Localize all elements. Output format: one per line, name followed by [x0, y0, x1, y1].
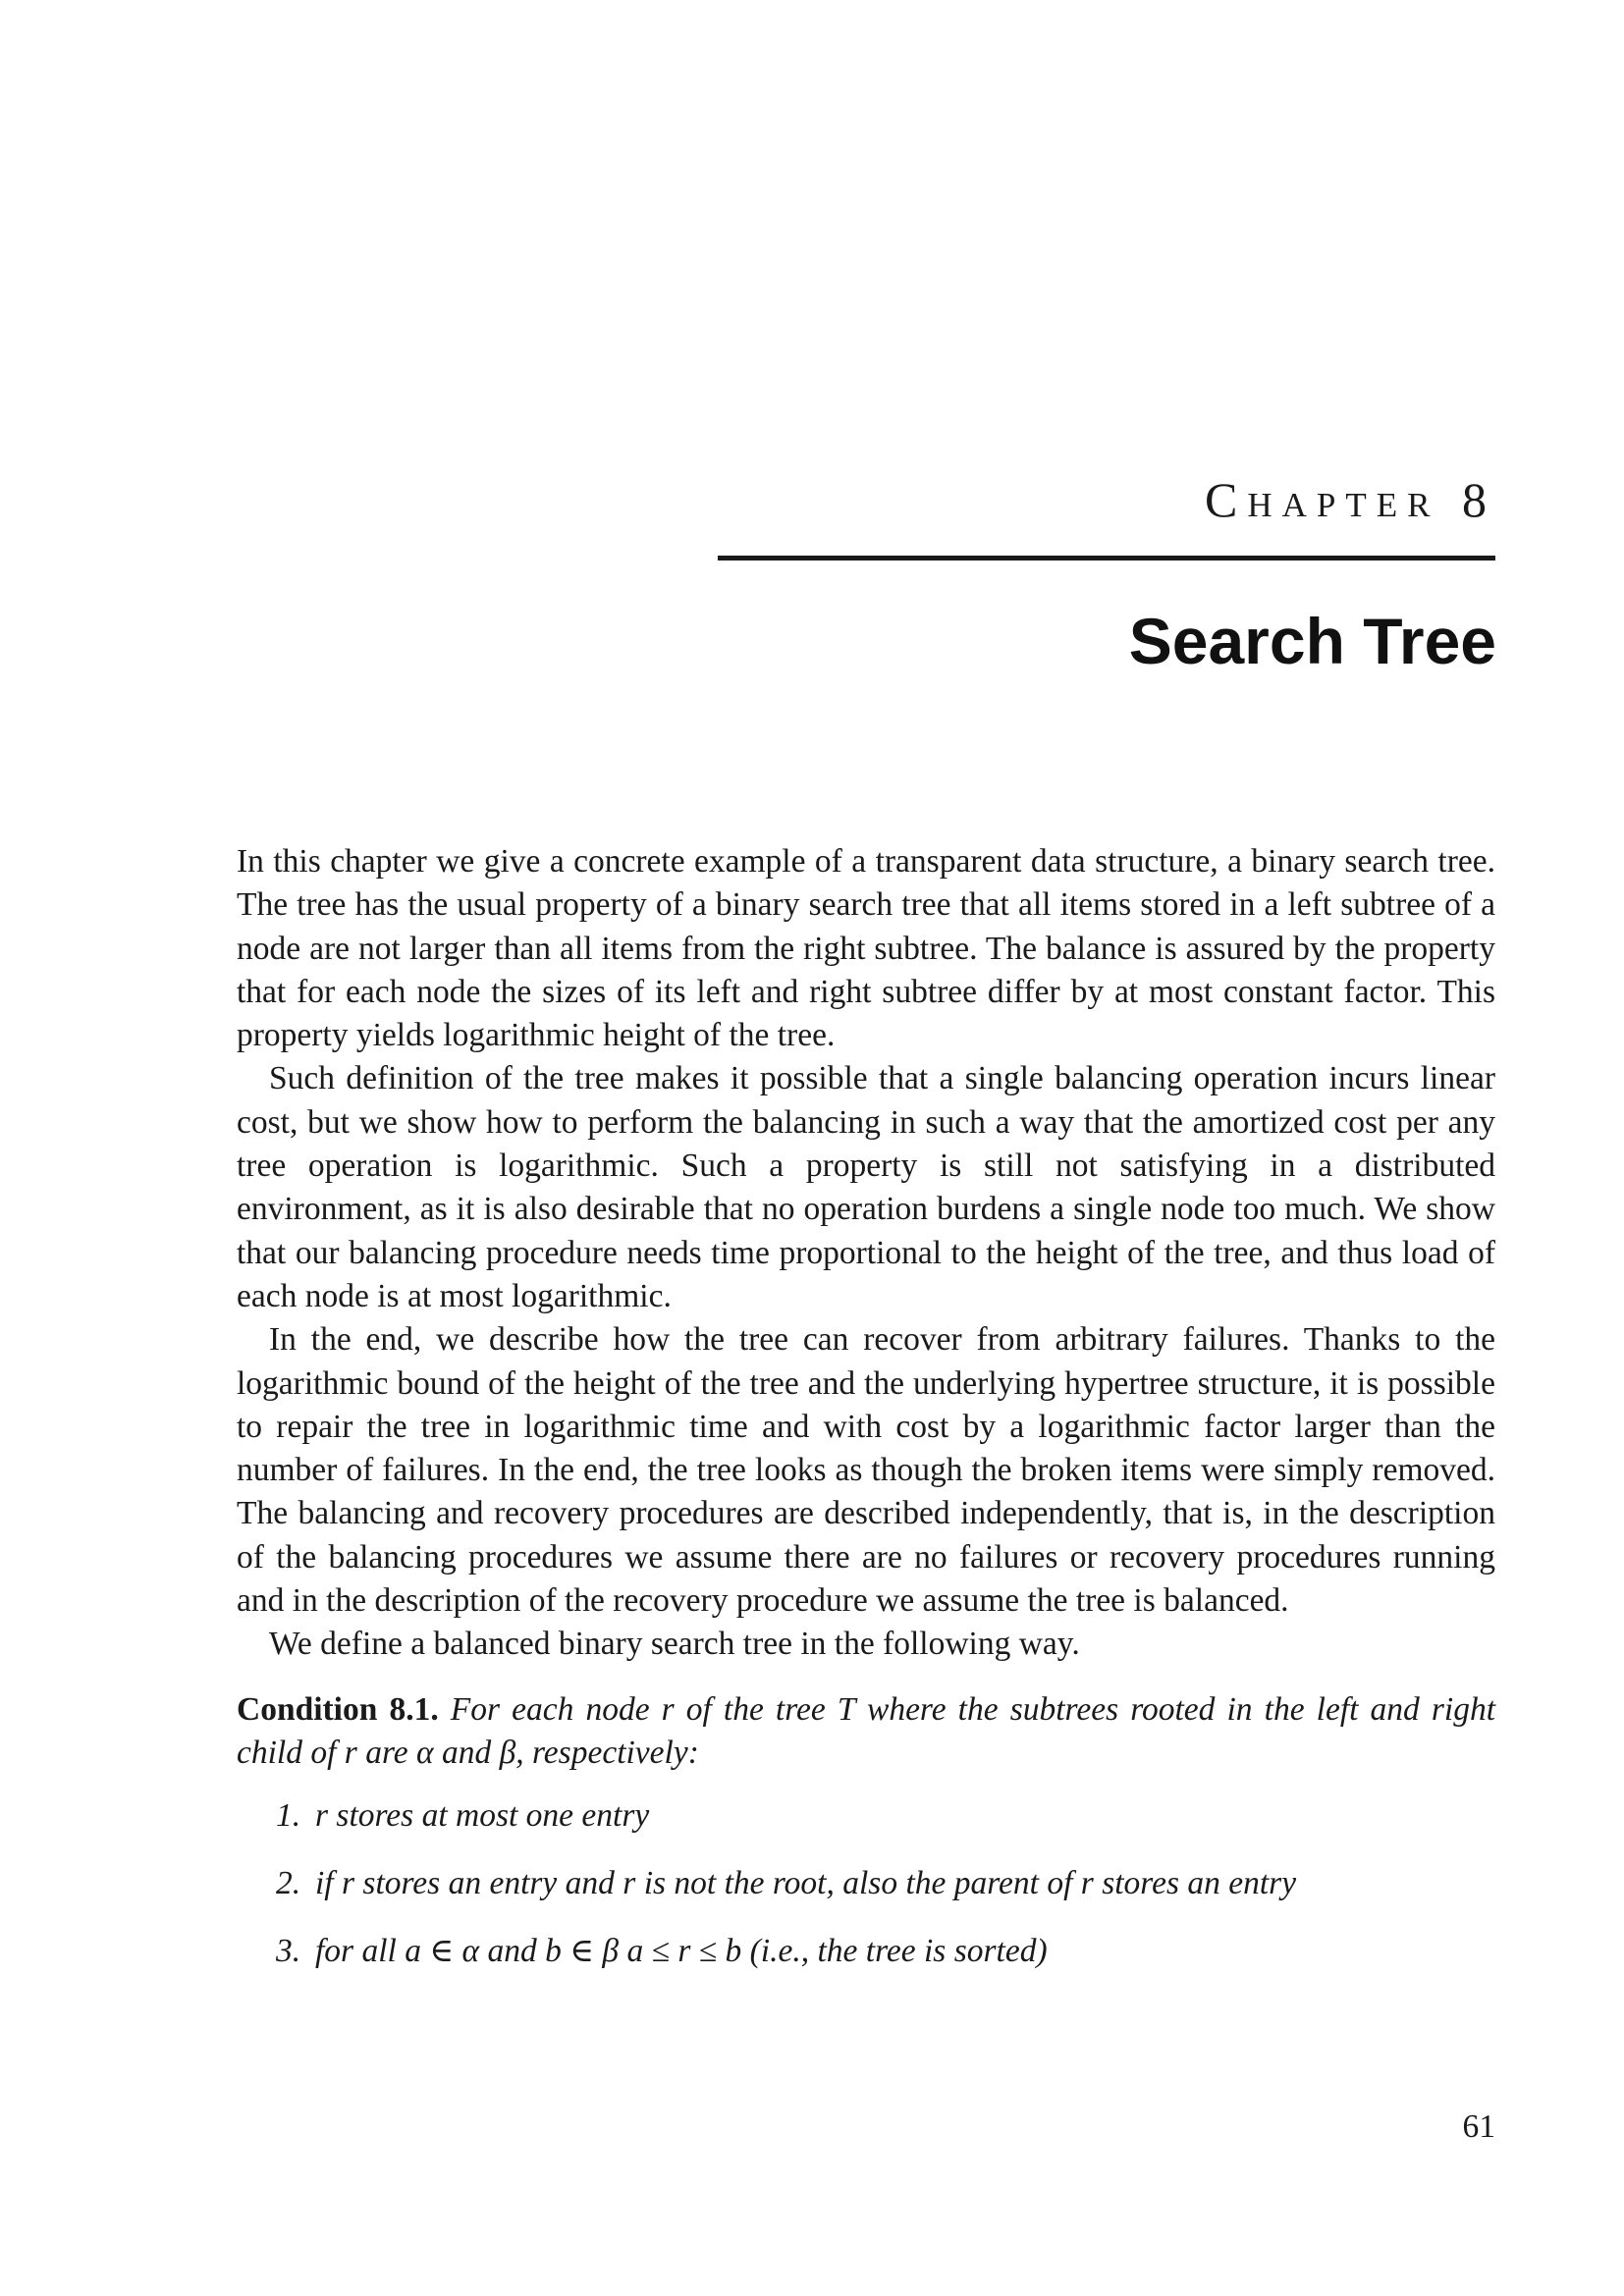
- condition-item: [237, 1862, 1495, 1905]
- paragraph-balancing: Such definition of the tree makes it possible that a single balancing operation incurs linear cost, but we show how to perform the balancing in such a way that the amortized cost per any tree operation is logarithmic. Such a property is still not satisfying in a distributed environment, as it is also desirable that no operation burdens a single node too much. We show that our balancing procedure needs time proportional to the height of the tree, and thus load of each node is at most logarithmic.: [237, 1060, 1495, 1314]
- chapter-rule: [718, 556, 1495, 561]
- condition-item-number: 3.: [276, 1933, 301, 1970]
- condition-item-text: for all a ∈ α and b ∈ β a ≤ r ≤ b (i.e., the tree is sorted): [315, 1933, 1048, 1970]
- condition-text: For each node r of the tree T where the subtrees rooted in the left and right child of r are α and β, respectively:: [237, 1690, 1496, 1771]
- chapter-label-initial: C: [1205, 472, 1248, 527]
- body-text: [237, 840, 1495, 1998]
- chapter-label: [1205, 471, 1496, 528]
- paragraph-intro: In this chapter we give a concrete example of a transparent data structure, a binary search tree. The tree has the usual property of a binary search tree that all items stored in a left subtree of a node are not larger than all items from the right subtree. The balance is assured by the property that for each node the sizes of its left and right subtree differ by at most constant factor. This property yields logarithmic height of the tree.: [237, 843, 1495, 1054]
- chapter-label-rest: hapter: [1247, 472, 1440, 527]
- condition-item-text: if r stores an entry and r is not the root, also the parent of r stores an entry: [315, 1865, 1297, 1902]
- condition-list: [237, 1794, 1495, 1973]
- condition-label: Condition 8.1.: [237, 1690, 439, 1728]
- condition-block: [237, 1688, 1495, 1776]
- chapter-number: 8: [1462, 472, 1496, 527]
- paragraph-recovery: In the end, we describe how the tree can recover from arbitrary failures. Thanks to the logarithmic bound of the height of the tree and the underlying hypertree structure, it is possible to repair the tree in logarithmic time and with cost by a logarithmic factor larger than the number of failures. In the end, the tree looks as though the broken items were simply removed. The balancing and recovery procedures are described independently, that is, in the description of the balancing procedures we assume there are no failures or recovery procedures running and in the description of the recovery procedure we assume the tree is balanced.: [237, 1321, 1495, 1620]
- condition-item-number: 1.: [276, 1797, 301, 1835]
- condition-item-text: r stores at most one entry: [315, 1797, 650, 1835]
- page-number: 61: [1462, 2109, 1495, 2145]
- chapter-title: Search Tree: [1128, 605, 1496, 677]
- condition-item-number: 2.: [276, 1865, 301, 1902]
- condition-item: [237, 1930, 1495, 1973]
- condition-item: [237, 1794, 1495, 1838]
- paragraph-definition: We define a balanced binary search tree in the following way.: [269, 1626, 1080, 1663]
